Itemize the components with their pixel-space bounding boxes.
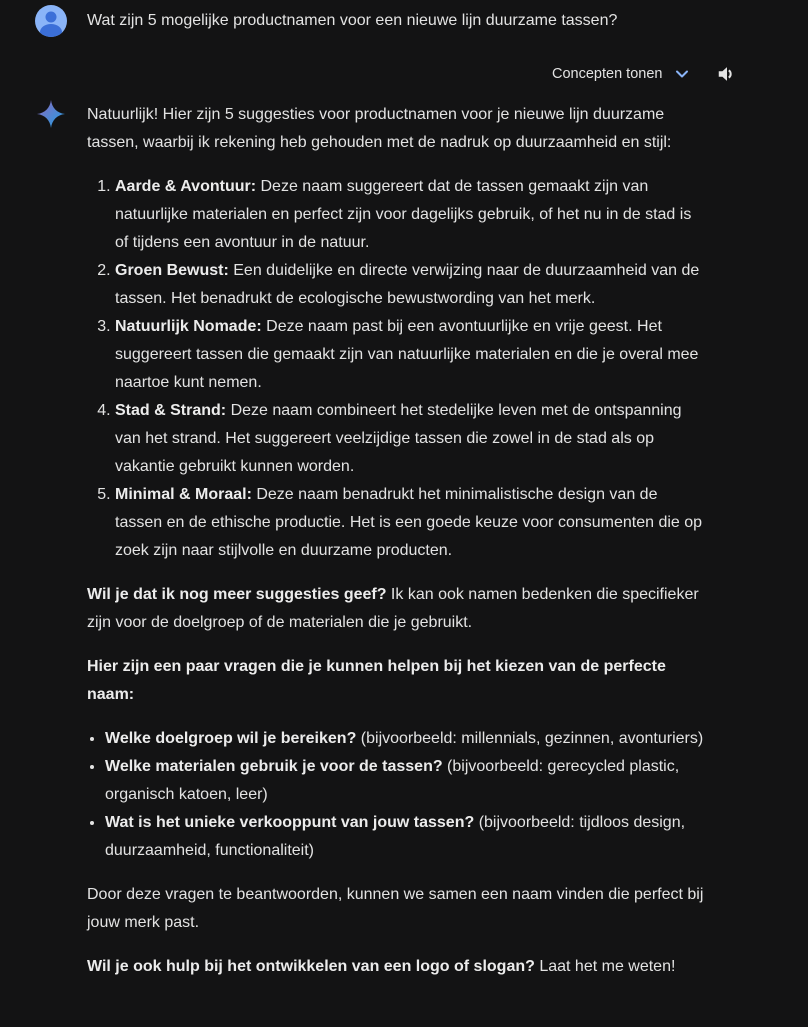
name-title: Groen Bewust: [115,262,229,279]
more-suggestions-paragraph [87,581,707,637]
name-description: Deze naam benadrukt het minimalistische design van de tassen en de ethische productie. Het is een goede keuze voor consumenten die op zoek zijn naar stijlvolle en duurzame producten. [115,486,703,559]
name-description: Een duidelijke en directe verwijzing naar de duurzaamheid van de tassen. Het benadrukt de ecologische bewustwording van het merk. [115,262,700,307]
name-description: Deze naam combineert het stedelijke leven met de ontspanning van het strand. Het suggereert veelzijdige tassen die zowel in de stad als op vakantie gebruikt kunnen worden. [115,402,682,475]
question-text: Welke doelgroep wil je bereiken? [105,730,357,747]
user-prompt-text: Wat zijn 5 mogelijke productnamen voor een nieuwe lijn duurzame tassen? [87,12,618,29]
question-text: Wat is het unieke verkooppunt van jouw tassen? [105,814,475,831]
chevron-down-icon [674,66,690,82]
question-example: (bijvoorbeeld: tijdloos design, duurzaamheid, functionaliteit) [105,814,686,859]
list-item [115,313,707,397]
show-drafts-label: Concepten tonen [552,66,663,82]
list-item [115,481,707,565]
name-title: Minimal & Moraal: [115,486,252,503]
user-message [35,5,618,37]
list-item [105,809,707,865]
list-item [115,397,707,481]
response-intro: Natuurlijk! Hier zijn 5 suggesties voor productnamen voor je nieuwe lijn duurzame tassen, waarbij ik rekening heb gehouden met de nadruk op duurzaamheid en stijl: [87,106,672,151]
name-description: Deze naam suggereert dat de tassen gemaakt zijn van natuurlijke materialen en perfect zijn voor dagelijks gebruik, of het nu in de stad is of tijdens een avontuur in de natuur. [115,178,692,251]
speaker-icon[interactable] [716,63,738,85]
question-example: (bijvoorbeeld: gerecycled plastic, organisch katoen, leer) [105,758,680,803]
gemini-sparkle-icon [36,99,66,129]
more-suggestions-question: Wil je dat ik nog meer suggesties geef? [87,586,387,603]
name-description: Deze naam past bij een avontuurlijke en vrije geest. Het suggereert tassen die gemaakt zijn van natuurlijke materialen en die je overal mee naartoe kunt nemen. [115,318,699,391]
logo-offer-text: Laat het me weten! [534,958,676,975]
question-example: (bijvoorbeeld: millennials, gezinnen, avonturiers) [356,730,704,747]
more-suggestions-text: Ik kan ook namen bedenken die specifieker zijn voor de doelgroep of de materialen die je gebruikt. [87,586,699,631]
questions-heading-text: Hier zijn een paar vragen die je kunnen helpen bij het kiezen van de perfecte naam: [87,658,666,703]
person-avatar-icon[interactable] [35,5,67,37]
question-list [87,725,707,865]
question-text: Welke materialen gebruik je voor de tassen? [105,758,443,775]
name-title: Stad & Strand: [115,402,227,419]
questions-heading [87,653,707,709]
name-title: Natuurlijk Nomade: [115,318,262,335]
logo-offer-paragraph [87,953,707,981]
list-item [115,257,707,313]
logo-offer-question: Wil je ook hulp bij het ontwikkelen van een logo of slogan? [87,958,535,975]
show-drafts-button[interactable] [552,66,690,82]
assistant-response [87,101,707,997]
list-item [105,725,707,753]
list-item [115,173,707,257]
product-name-list [87,173,707,565]
list-item [105,753,707,809]
closing-paragraph: Door deze vragen te beantwoorden, kunnen we samen een naam vinden die perfect bij jouw merk past. [87,886,704,931]
name-title: Aarde & Avontuur: [115,178,257,195]
response-toolbar [552,62,738,86]
